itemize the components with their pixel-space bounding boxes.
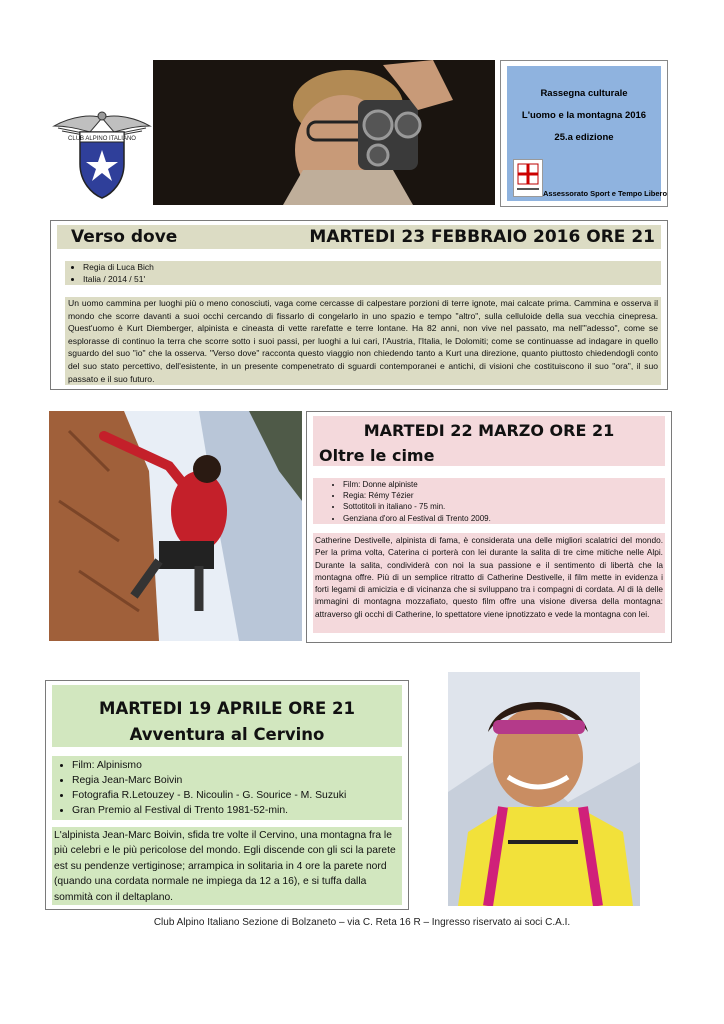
event2-detail: • Genziana d'oro al Festival di Trento 2009. [343, 513, 665, 524]
event-avventura-al-cervino [45, 680, 409, 910]
event2-detail: • Film: Donne alpiniste [343, 479, 665, 490]
event3-description: L'alpinista Jean-Marc Boivin, sfida tre volte il Cervino, una montagna fra le più celebri e le più pericolose del mondo. Egli discende con gli sci la parete est su pendenze vertiginose; arrampica in solitaria in 4 ore la parete nord (quando una cordata normale ne impiega da 12 a 16), e si tuffa dalla sommità con il deltaplano. [52, 827, 402, 905]
region-liguria-logo [513, 159, 543, 197]
event2-detail: • Sottotitoli in italiano - 75 min. [343, 501, 665, 512]
assessorato-label: Assessorato Sport e Tempo Libero [543, 189, 668, 198]
event3-detail: • Film: Alpinismo [72, 758, 402, 773]
photo-climber-rock [49, 411, 302, 641]
event3-details [52, 756, 402, 820]
festival-name: Rassegna culturale [540, 88, 628, 99]
event2-header [313, 416, 665, 466]
photo-cameraman [153, 60, 495, 205]
event1-title: Verso dove [71, 227, 178, 247]
event-oltre-le-cime [306, 411, 672, 643]
event1-detail: • Regia di Luca Bich [83, 261, 661, 273]
festival-subtitle: L'uomo e la montagna 2016 [521, 110, 647, 121]
event3-detail: • Regia Jean-Marc Boivin [72, 773, 402, 788]
event1-date: MARTEDI 23 FEBBRAIO 2016 ORE 21 [309, 227, 655, 247]
event-verso-dove [50, 220, 668, 390]
festival-edition: 25.a edizione [554, 132, 614, 143]
event1-detail: • Italia / 2014 / 51' [83, 273, 661, 285]
photo-climber-portrait [448, 672, 640, 906]
event3-date: MARTEDI 19 APRILE ORE 21 [99, 699, 355, 718]
event3-title: Avventura al Cervino [129, 725, 325, 744]
event2-date: MARTEDI 22 MARZO ORE 21 [363, 421, 615, 440]
event2-title: Oltre le cime [319, 446, 435, 465]
event1-details [65, 261, 661, 285]
event3-detail: • Fotografia R.Letouzey - B. Nicoulin - G. Sourice - M. Suzuki [72, 788, 402, 803]
logo-text: CLUB ALPINO ITALIANO [68, 136, 136, 142]
cai-logo [52, 110, 152, 202]
event3-detail: • Gran Premio al Festival di Trento 1981-52-min. [72, 803, 402, 818]
event2-description: Catherine Destivelle, alpinista di fama, è considerata una delle migliori scalatrici del mondo. Per la prima volta, Caterina ci porterà con lei durante la salita di tre cime mitiche nelle Alpi. Durante la salita, condividerà con noi la sua passione e il sentimento di libertà che la montagna offre. Più di un semplice ritratto di Catherine Destivelle, il film mette in evidenza i forti legami di amicizia e di vicinanza che si sviluppano tra i compagni di cordata. Al di là delle immagini di montagna mozzafiato, questo film offre una visione diversa della montagna: attraverso gli occhi di Catherine, lo spettatore viene ipnotizzato e vede la montagna con lei. [313, 533, 665, 633]
event2-details [313, 478, 665, 524]
event2-detail: • Regia: Rémy Tézier [343, 490, 665, 501]
festival-info-box [500, 60, 668, 207]
event3-header [52, 685, 402, 747]
event1-header [57, 225, 661, 249]
event1-description: Un uomo cammina per luoghi più o meno conosciuti, vaga come cercasse di calpestare porzioni di terre ignote, mai calcate prima. Cammina e osserva il mondo che scorre davanti a suoi occhi cercando di fissarlo di congelarlo in uno spazio e tempo "altro", sulla celluloide della sua vecchia cinepresa. Quest'uomo è Kurt Diemberger, alpinista e cineasta di vette rarefatte e terre lontane. Ha 82 anni, non vive nel passato, ma nell'"adesso", come se esplorasse di continuo la terra che scorre sotto i suoi passi, per luoghi a lui cari, l'Austria, l'Italia, le Dolomiti; come se continuasse ad indagare in quello sguardo del suo "io" che la osserva. "Verso dove" racconta questo viaggio non chiedendo tanto a Kurt una direzione, quanto piuttosto chiedendogli conto del suo stato percettivo, dell'esistente, in un presente compenetrato di sguardi contemporanei e antichi, di visioni che costituiscono il suo "ora", il suo passato e il suo futuro. [65, 297, 661, 385]
footer-note: Club Alpino Italiano Sezione di Bolzaneto – via C. Reta 16 R – Ingresso riservato ai soci C.A.I. [153, 917, 571, 928]
